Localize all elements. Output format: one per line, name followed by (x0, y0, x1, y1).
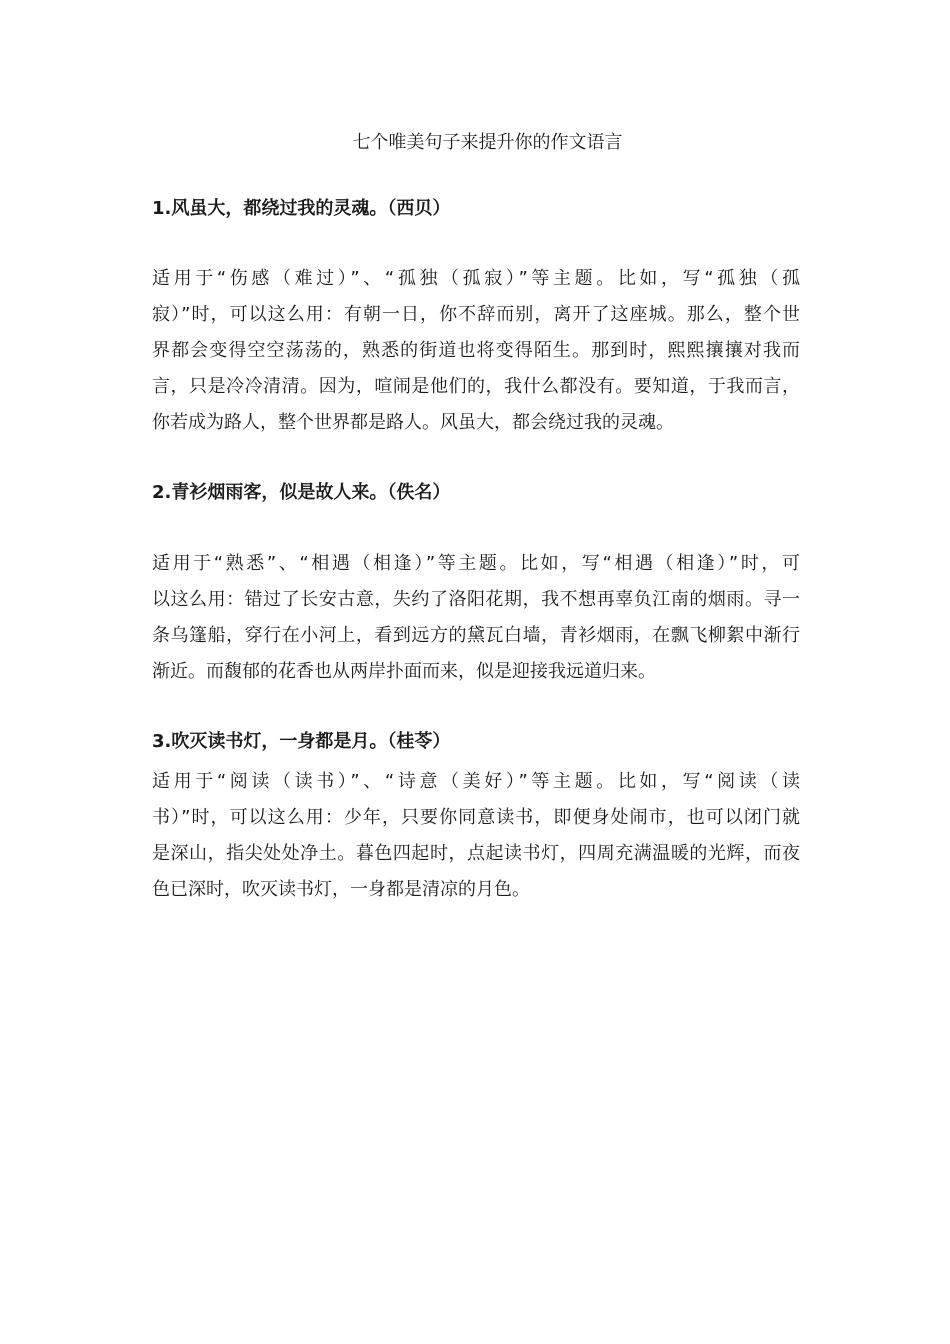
paragraph-line: 适用于“阅读（读书）”、“诗意（美好）”等主题。比如，写“阅读（读 (152, 771, 800, 792)
document-title: 七个唯美句子来提升你的作文语言 (352, 132, 623, 153)
paragraph-line: 条乌篷船，穿行在小河上，看到远方的黛瓦白墙，青衫烟雨，在飘飞柳絮中渐行 (152, 625, 800, 646)
paragraph-line: 以这么用：错过了长安古意，失约了洛阳花期，我不想再辜负江南的烟雨。寻一 (152, 589, 800, 610)
paragraph-line: 是深山，指尖处处净土。暮色四起时，点起读书灯，四周充满温暖的光辉，而夜 (152, 843, 800, 864)
section-3-heading: 3.吹灭读书灯，一身都是月。（桂苓） (152, 731, 451, 752)
section-1-paragraph (152, 261, 800, 441)
section-1-heading: 1.风虽大，都绕过我的灵魂。（西贝） (152, 198, 451, 219)
paragraph-line: 寂）”时，可以这么用：有朝一日，你不辞而别，离开了这座城。那么，整个世 (152, 304, 800, 325)
paragraph-line: 你若成为路人，整个世界都是路人。风虽大，都会绕过我的灵魂。 (152, 412, 674, 433)
section-2-heading: 2.青衫烟雨客，似是故人来。（佚名） (152, 482, 451, 503)
paragraph-line: 言，只是冷冷清清。因为，喧闹是他们的，我什么都没有。要知道，于我而言， (152, 376, 800, 397)
paragraph-line: 渐近。而馥郁的花香也从两岸扑面而来，似是迎接我远道归来。 (152, 661, 656, 682)
paragraph-line: 色已深时，吹灭读书灯，一身都是清凉的月色。 (152, 879, 530, 900)
paragraph-line: 界都会变得空空荡荡的，熟悉的街道也将变得陌生。那到时，熙熙攘攘对我而 (152, 340, 800, 361)
section-2-paragraph (152, 546, 800, 690)
paragraph-line: 适用于“熟悉”、“相遇（相逢）”等主题。比如，写“相遇（相逢）”时，可 (152, 553, 800, 574)
section-3-paragraph (152, 764, 800, 908)
paragraph-line: 适用于“伤感（难过）”、“孤独（孤寂）”等主题。比如，写“孤独（孤 (152, 268, 800, 289)
paragraph-line: 书）”时，可以这么用：少年，只要你同意读书，即便身处闹市，也可以闭门就 (152, 807, 800, 828)
